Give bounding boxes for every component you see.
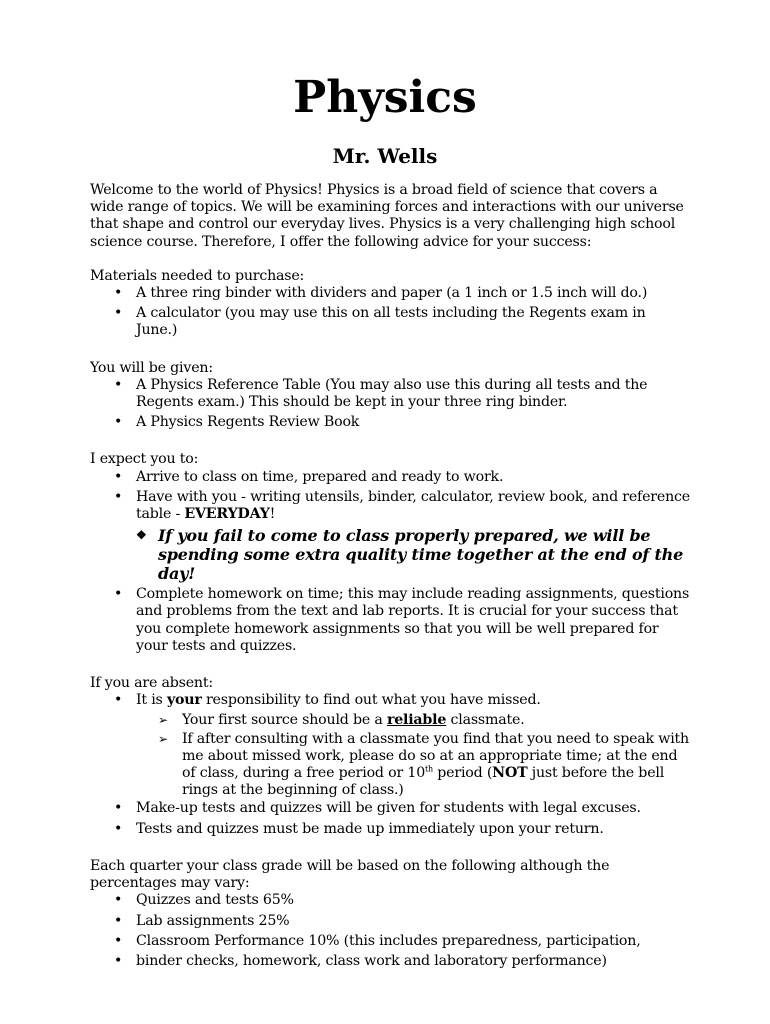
- materials-list: [90, 285, 690, 340]
- sub-list-item: [90, 712, 690, 729]
- absent-list: [90, 692, 690, 838]
- list-item: • Lab assignments 25%: [90, 913, 690, 930]
- item-text: period (: [432, 765, 493, 782]
- given-heading: You will be given:: [90, 359, 213, 376]
- expect-list: [90, 469, 690, 655]
- item-text: It is: [136, 692, 167, 709]
- teacher-name: Mr. Wells: [332, 144, 438, 168]
- item-text: !: [269, 506, 276, 523]
- item-text: If after consulting with a classmate you find that you need to speak with me about missed work, please do so at an appropriate time; at the end of class, during a free period or 10: [182, 730, 689, 782]
- list-item: • A calculator (you may use this on all tests including the Regents exam in June.): [90, 305, 690, 339]
- list-item: • A three ring binder with dividers and paper (a 1 inch or 1.5 inch will do.): [90, 285, 690, 302]
- list-item: • binder checks, homework, class work and laboratory performance): [90, 953, 690, 970]
- list-item: • A Physics Regents Review Book: [90, 414, 690, 431]
- list-item: • Quizzes and tests 65%: [90, 892, 690, 909]
- item-text: Have with you - writing utensils, binder, calculator, review book, and reference table -: [136, 488, 690, 523]
- item-text: responsibility to find out what you have missed.: [201, 692, 541, 709]
- page-title: Physics: [293, 72, 477, 123]
- expect-heading: I expect you to:: [90, 451, 199, 468]
- sub-list-item: [90, 731, 690, 800]
- materials-heading: Materials needed to purchase:: [90, 267, 305, 284]
- list-item: • Classroom Performance 10% (this includes preparedness, participation,: [90, 933, 690, 950]
- not-emphasis: NOT: [492, 765, 528, 782]
- list-item: • A Physics Reference Table (You may also use this during all tests and the Regents exam.) This should be kept in your three ring binder.: [90, 377, 690, 411]
- everyday-emphasis: EVERYDAY: [184, 506, 270, 523]
- given-list: [90, 377, 690, 432]
- list-item: • Complete homework on time; this may include reading assignments, questions and problems from the text and lab reports. It is crucial for your success that you complete homework assignments so that you will be well prepared for your tests and quizzes.: [90, 586, 690, 655]
- list-item: • Tests and quizzes must be made up immediately upon your return.: [90, 821, 690, 838]
- warning-item: ❖ If you fail to come to class properly prepared, we will be spending some extra quality time together at the end of the day!: [90, 526, 690, 583]
- grading-list: [90, 892, 690, 970]
- intro-paragraph: Welcome to the world of Physics! Physics is a broad field of science that covers a wide range of topics. We will be examining forces and interactions with our universe that shape and control our everyday lives. Physics is a very challenging high school science course. Therefore, I offer the following advice for your success:: [90, 182, 684, 250]
- superscript: th: [425, 764, 433, 774]
- item-text: Your first source should be a: [182, 712, 387, 729]
- document-body: [90, 182, 690, 973]
- reliable-emphasis: reliable: [386, 712, 447, 729]
- list-item: [90, 692, 690, 709]
- absent-heading: If you are absent:: [90, 675, 213, 692]
- grading-heading: Each quarter your class grade will be based on the following although the percentages may vary:: [90, 857, 610, 892]
- item-text: classmate.: [446, 712, 525, 729]
- item-text: just before the bell rings at the beginning of class.): [182, 765, 665, 799]
- list-item: • Make-up tests and quizzes will be given for students with legal excuses.: [90, 800, 690, 817]
- your-emphasis: your: [166, 692, 202, 709]
- list-item: [90, 489, 690, 523]
- list-item: • Arrive to class on time, prepared and ready to work.: [90, 469, 690, 486]
